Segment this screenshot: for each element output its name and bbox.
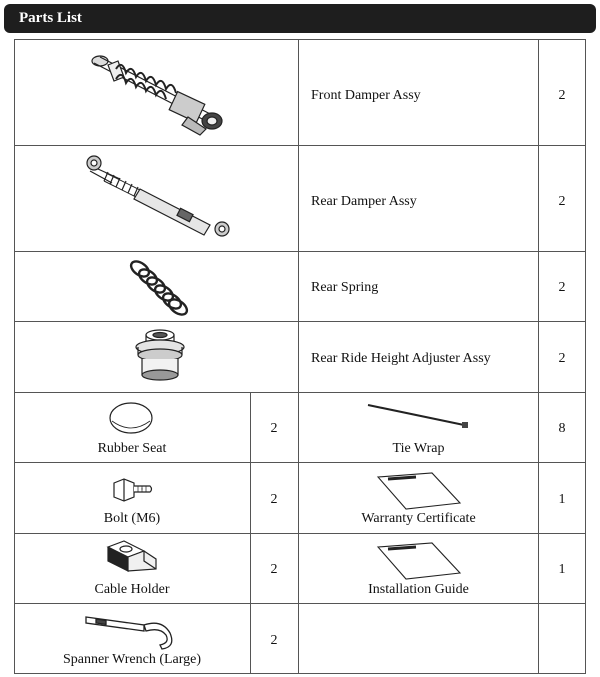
part-qty-rear-damper: 2 <box>558 194 566 209</box>
part-name-warranty: Warranty Certificate <box>361 511 476 526</box>
part-qty-bolt: 2 <box>270 492 278 507</box>
table-border-bottom <box>14 673 586 674</box>
part-qty-rubber-seat: 2 <box>270 421 278 436</box>
part-name-rear-adjuster: Rear Ride Height Adjuster Assy <box>311 351 491 366</box>
row-divider <box>14 251 586 252</box>
part-name-rubber-seat: Rubber Seat <box>97 441 167 456</box>
rear-damper-illustration <box>82 153 232 239</box>
part-qty-front-damper: 2 <box>558 88 566 103</box>
part-name-rear-damper: Rear Damper Assy <box>311 194 417 209</box>
parts-table <box>14 39 586 674</box>
part-name-front-damper: Front Damper Assy <box>311 88 421 103</box>
table-border-left <box>14 39 15 674</box>
row-divider <box>14 145 586 146</box>
row-divider <box>14 462 586 463</box>
cable-holder-illustration <box>104 539 160 577</box>
part-name-cable-holder: Cable Holder <box>94 582 170 597</box>
row-divider <box>14 321 586 322</box>
part-qty-install-guide: 1 <box>558 562 566 577</box>
column-divider <box>250 392 251 674</box>
part-qty-rear-spring: 2 <box>558 280 566 295</box>
column-divider <box>538 39 539 674</box>
table-border-top <box>14 39 586 40</box>
column-divider <box>298 39 299 674</box>
rubber-seat-illustration <box>108 401 154 435</box>
certificate-illustration <box>374 471 464 511</box>
part-name-tie-wrap: Tie Wrap <box>392 441 445 456</box>
part-qty-rear-adjuster: 2 <box>558 351 566 366</box>
adjuster-illustration <box>132 327 188 385</box>
parts-list-title: Parts List <box>19 10 82 26</box>
part-name-install-guide: Installation Guide <box>368 582 469 597</box>
table-border-right <box>585 39 586 674</box>
row-divider <box>14 603 586 604</box>
part-name-bolt: Bolt (M6) <box>103 511 161 526</box>
row-divider <box>14 392 586 393</box>
parts-list-header <box>4 4 596 33</box>
part-qty-warranty: 1 <box>558 492 566 507</box>
row-divider <box>14 533 586 534</box>
part-name-spanner: Spanner Wrench (Large) <box>62 652 202 667</box>
spanner-illustration <box>82 611 182 651</box>
part-qty-cable-holder: 2 <box>270 562 278 577</box>
guide-illustration <box>374 541 464 581</box>
spring-illustration <box>126 257 192 317</box>
part-name-rear-spring: Rear Spring <box>311 280 379 295</box>
bolt-illustration <box>110 473 154 507</box>
part-qty-tie-wrap: 8 <box>558 421 566 436</box>
tie-wrap-illustration <box>364 401 474 431</box>
part-qty-spanner: 2 <box>270 633 278 648</box>
front-damper-illustration <box>80 47 230 139</box>
